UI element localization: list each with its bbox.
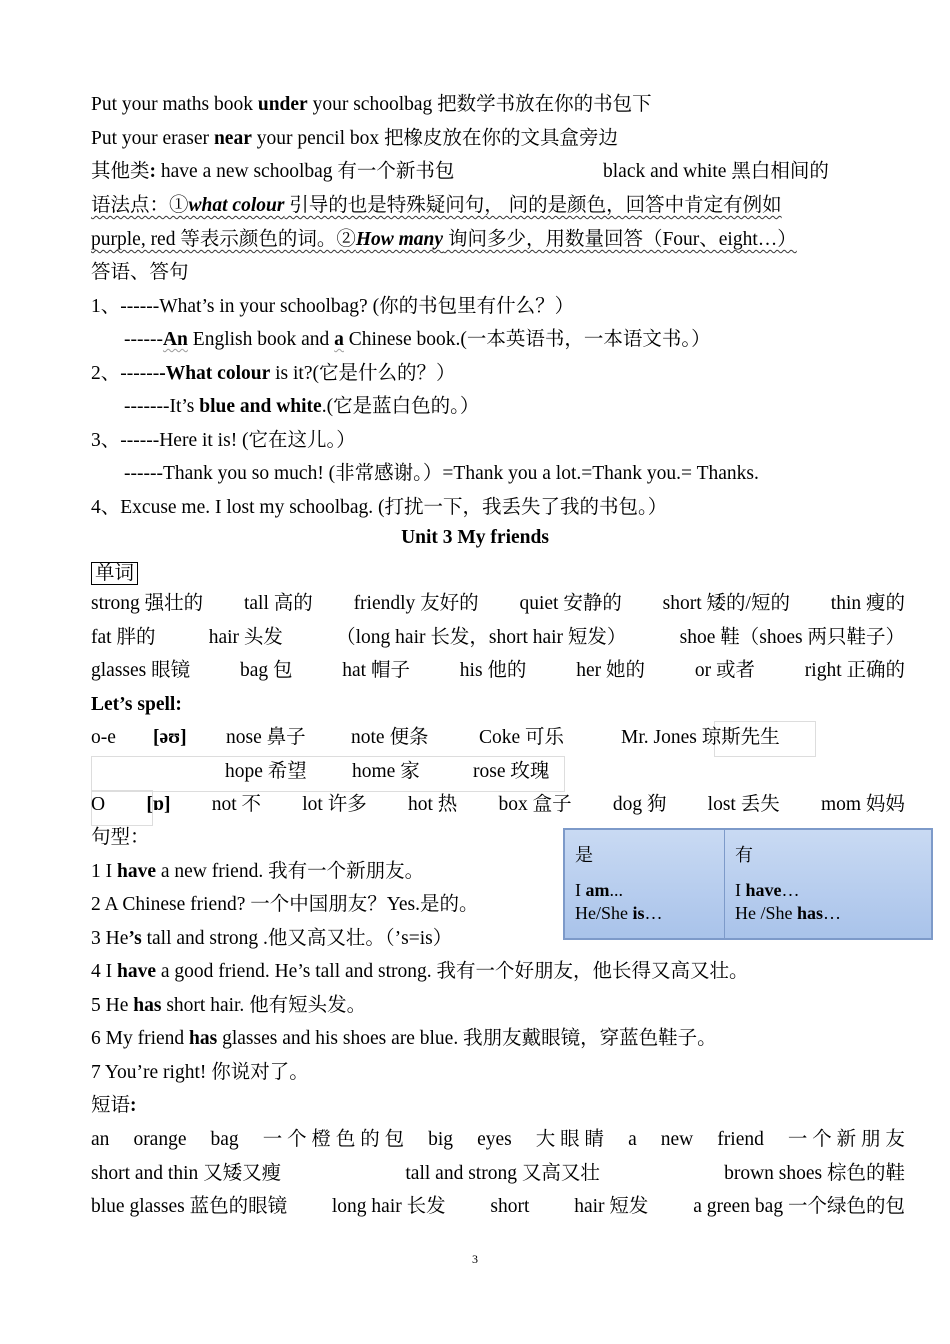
dialog-2-answer: -------It’s blue and white.(它是蓝白色的。） (124, 396, 480, 417)
unit-title: Unit 3 My friends (401, 527, 549, 548)
table-col-have (725, 830, 931, 938)
table-head-be: 是 (575, 845, 593, 865)
sentence-2: 2 A Chinese friend? 一个中国朋友？Yes.是的。 (91, 894, 479, 915)
sentence-4: 4 I have a good friend. He’s tall and strong. 我有一个好朋友，他长得又高又壮。 (91, 961, 749, 982)
vocab-label: 单词 (91, 561, 138, 587)
vocab-row-3: glasses 眼镜 bag 包 hat 帽子 his 他的 her 她的 or 或者 right 正确的 (91, 660, 905, 681)
dialog-3-question: 3、------Here it is! (它在这儿。） (91, 430, 356, 451)
sentences-label: 句型： (91, 827, 150, 848)
sentence-5: 5 He has short hair. 他有短头发。 (91, 995, 367, 1016)
vocab-row-2: fat 胖的 hair 头发 （long hair 长发，short hair 短发） shoe 鞋（shoes 两只鞋子） (91, 627, 905, 648)
page-number: 3 (472, 1252, 478, 1266)
grammar-point-2: purple, red 等表示颜色的词。②How many 询问多少，用数量回答（Four、eight…） (91, 229, 797, 250)
line-other: 其他类: have a new schoolbag 有一个新书包 black and white 黑白相间的 (91, 161, 829, 182)
vocab-row-1: strong 强壮的 tall 高的 friendly 友好的 quiet 安静的 short 矮的/短的 thin 瘦的 (91, 593, 905, 614)
spell-oe-row: o-e [əʊ] nose 鼻子 note 便条 Coke 可乐 Mr. Jones 琼斯先生 (91, 727, 780, 748)
dialog-4: 4、Excuse me. I lost my schoolbag. (打扰一下，我丢失了我的书包。） (91, 497, 668, 518)
dialog-3-answer: ------Thank you so much! (非常感谢。）=Thank you a lot.=Thank you.= Thanks. (124, 463, 759, 484)
table-cell: He/She is… (575, 903, 663, 923)
phrases-row-3: blue glasses 蓝色的眼镜 long hair 长发 short hair 短发 a green bag 一个绿色的包 (91, 1196, 905, 1217)
dialog-2-question: 2、-------What colour is it?(它是什么的？） (91, 363, 456, 384)
phrases-row-2: short and thin 又矮又瘦 tall and strong 又高又壮 brown shoes 棕色的鞋 (91, 1163, 905, 1184)
sentence-1: 1 I have a new friend. 我有一个新朋友。 (91, 861, 425, 882)
table-cell: He /She has… (735, 903, 842, 923)
phrases-label: 短语: (91, 1095, 137, 1116)
phrases-row-1: an orange bag 一 个 橙 色 的 包 big eyes 大 眼 睛 a new friend 一 个 新 朋 友 (91, 1129, 905, 1150)
dialog-1-answer: ------An English book and a Chinese book.(一本英语书，一本语文书。） (124, 329, 711, 350)
sentence-7: 7 You’re right! 你说对了。 (91, 1062, 309, 1083)
sentence-3: 3 He’s tall and strong .他又高又壮。（’s=is） (91, 928, 453, 949)
table-cell: I have… (735, 880, 800, 900)
table-cell: I am... (575, 880, 623, 900)
sentence-6: 6 My friend has glasses and his shoes are blue. 我朋友戴眼镜，穿蓝色鞋子。 (91, 1028, 717, 1049)
line-near: Put your eraser near your pencil box 把橡皮放在你的文具盒旁边 (91, 128, 618, 149)
table-head-have: 有 (735, 845, 753, 865)
be-have-table (563, 828, 933, 940)
table-col-be (565, 830, 725, 938)
answers-heading: 答语、答句 (91, 262, 189, 283)
spell-label: Let’s spell: (91, 694, 182, 715)
grammar-point-1: 语法点：①what colour 引导的也是特殊疑问句， 问的是颜色，回答中肯定有例如 (91, 195, 782, 216)
line-under: Put your maths book under your schoolbag 把数学书放在你的书包下 (91, 94, 652, 115)
spell-o-row: O [ɒ] not 不 lot 许多 hot 热 box 盒子 dog 狗 lost 丢失 mom 妈妈 (91, 794, 905, 815)
dialog-1-question: 1、------What’s in your schoolbag? (你的书包里有什么？） (91, 296, 575, 317)
